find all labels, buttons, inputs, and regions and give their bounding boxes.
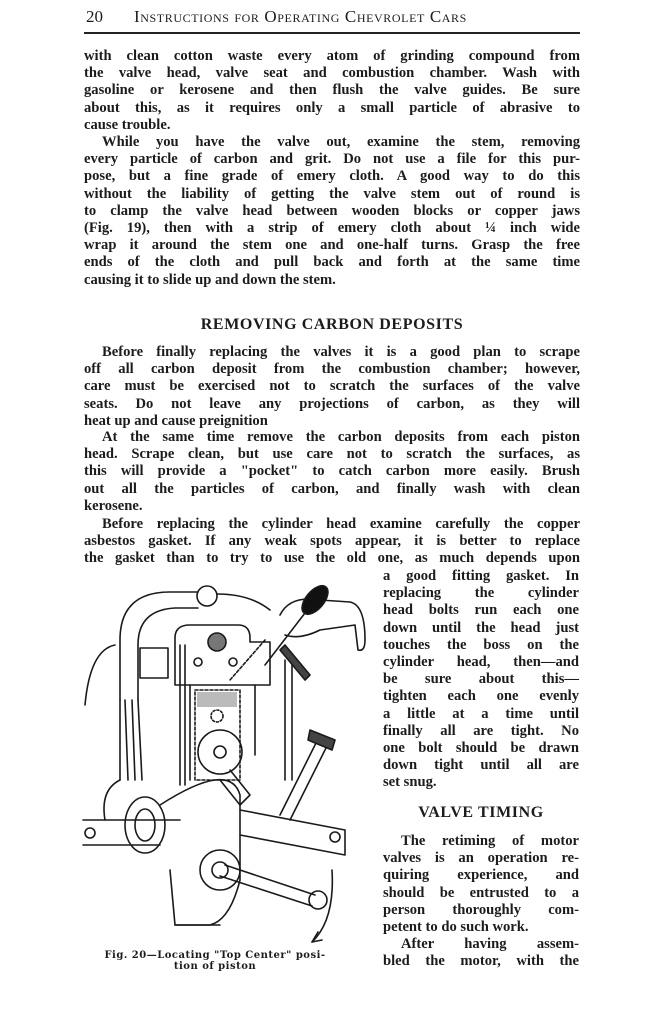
caption-line: tion of piston (173, 961, 257, 972)
text-line: about this, as it requires only a small particle of abrasive to (84, 99, 580, 116)
text-line: petent to do such work. (383, 918, 529, 935)
page-number: 20 (86, 7, 103, 26)
text-line: a little at a time until (383, 705, 579, 722)
paragraph (383, 936, 579, 970)
text-line: head. Scrape clean, but use care not to scratch the surfaces, as (84, 446, 580, 463)
text-line: set snug. (383, 774, 437, 791)
running-head: Instructions for Operating Chevrolet Cars (134, 7, 467, 26)
engine-illustration (80, 580, 380, 950)
text-line: finally all are tight. No (383, 722, 579, 739)
text-line: Before replacing the cylinder head examine carefully the copper (102, 516, 580, 532)
text-line: quiring experience, and (383, 867, 579, 884)
text-line: down tight until all are (383, 757, 579, 774)
text-line: be sure about this— (383, 671, 579, 688)
text-line: should be entrusted to a (383, 884, 579, 901)
text-line: off all carbon deposit from the combustion chamber; however, (84, 361, 580, 378)
text-line: The retiming of motor (401, 833, 579, 849)
header-rule (84, 32, 580, 34)
text-line: this will provide a "pocket" to catch carbon more easily. Brush (84, 463, 580, 480)
figure-caption (84, 950, 346, 972)
paragraph (84, 516, 580, 568)
text-line: At the same time remove the carbon deposits from each piston (102, 429, 580, 445)
text-line: replacing the cylinder (383, 585, 579, 602)
text-line: (Fig. 19), then with a strip of emery cloth about ¼ inch wide (84, 219, 580, 236)
text-line: cause trouble. (84, 116, 171, 133)
text-line: down until the head just (383, 619, 579, 636)
text-line: person thoroughly com- (383, 901, 579, 918)
text-line: valves is an operation re- (383, 850, 579, 867)
text-line: a good fitting gasket. In (383, 568, 579, 584)
text-line: After having assem- (401, 936, 579, 952)
text-line: heat up and cause preignition (84, 412, 268, 429)
text-line: bled the motor, with the (383, 953, 579, 970)
text-line: head bolts run each one (383, 602, 579, 619)
text-line: While you have the valve out, examine the stem, removing (102, 134, 580, 150)
section-heading: REMOVING CARBON DEPOSITS (200, 316, 464, 333)
text-line: cylinder head, then—and (383, 653, 579, 670)
text-line: pose, but a fine grade of emery cloth. A good way to do this (84, 168, 580, 185)
text-line: Before finally replacing the valves it is a good plan to scrape (102, 344, 580, 360)
text-line: kerosene. (84, 497, 143, 514)
text-line: seats. Do not leave any projections of carbon, as they will (84, 395, 580, 412)
text-line: tighten each one evenly (383, 688, 579, 705)
paragraph (383, 833, 579, 936)
text-line: without the liability of getting the valve stem out of round is (84, 185, 580, 202)
text-line: ends of the cloth and pull back and forth at the same time (84, 254, 580, 271)
caption-line: Fig. 20—Locating "Top Center" posi- (104, 950, 326, 961)
paragraph (84, 48, 580, 134)
text-line: to clamp the valve head between wooden blocks or copper jaws (84, 202, 580, 219)
text-line: care must be exercised not to scratch the surfaces of the valve (84, 378, 580, 395)
text-line: the gasket than to try to use the old one, as much depends upon (84, 550, 580, 567)
text-line: one bolt should be drawn (383, 739, 579, 756)
text-line: out all the particles of carbon, and finally wash with clean (84, 480, 580, 497)
text-line: every particle of carbon and grit. Do not use a file for this pur- (84, 151, 580, 168)
text-line: gasoline or kerosene and then flush the valve guides. Be sure (84, 82, 580, 99)
text-line: touches the boss on the (383, 636, 579, 653)
text-line: causing it to slide up and down the stem. (84, 271, 336, 288)
text-line: the valve head, valve seat and combustion chamber. Wash with (84, 65, 580, 82)
paragraph (84, 134, 580, 289)
section-heading: VALVE TIMING (418, 804, 544, 821)
text-line: with clean cotton waste every atom of grinding compound from (84, 48, 580, 64)
paragraph-continued (383, 568, 579, 791)
paragraph (84, 344, 580, 430)
paragraph (84, 429, 580, 515)
text-line: asbestos gasket. If any weak spots appear, it is better to replace (84, 533, 580, 550)
text-line: wrap it around the stem one and one-half turns. Grasp the free (84, 237, 580, 254)
